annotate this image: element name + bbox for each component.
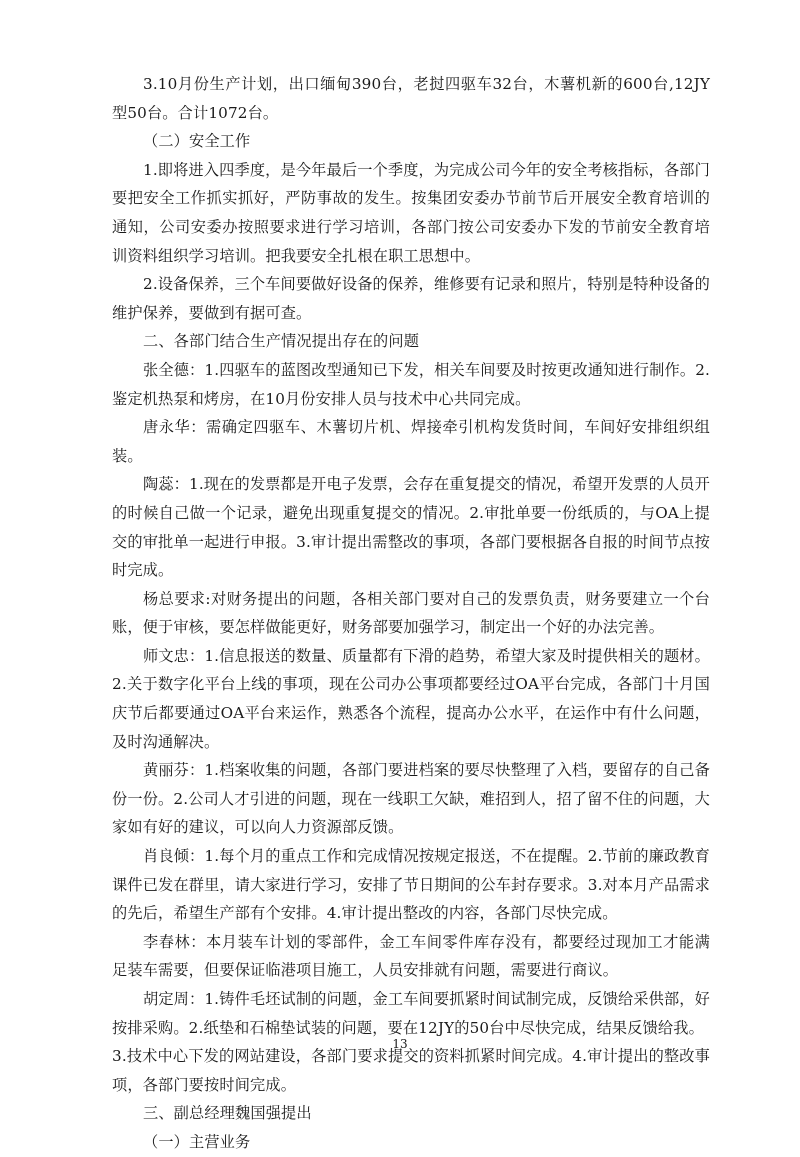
paragraph-tang-yonghua: 唐永华：需确定四驱车、木薯切片机、焊接牵引机构发货时间，车间好安排组织组装。	[112, 418, 710, 465]
document-body	[112, 70, 710, 1157]
page-number: 13	[392, 1037, 408, 1051]
paragraph-production-plan: 3.10月份生产计划，出口缅甸390台，老挝四驱车32台，木薯机新的600台,12JY型50台。合计1072台。	[112, 75, 710, 122]
paragraph-tao-rui: 陶蕊：1.现在的发票都是开电子发票，会存在重复提交的情况，希望开发票的人员开的时候自己做一个记录，避免出现重复提交的情况。2.审批单要一份纸质的，与OA上提交的审批单一起进行申报。3.审计提出需整改的事项，各部门要根据各自报的时间节点按时完成。	[112, 475, 710, 580]
paragraph-hu-dingzhou: 胡定周：1.铸件毛坯试制的问题，金工车间要抓紧时间试制完成，反馈给采供部，好按排采购。2.纸垫和石棉垫试装的问题，要在12JY的50台中尽快完成，结果反馈给我。	[112, 990, 710, 1037]
paragraph-yang-requirements: 杨总要求:对财务提出的问题，各相关部门要对自己的发票负责，财务要建立一个台账，便于审核，要怎样做能更好，财务部要加强学习，制定出一个好的办法完善。	[112, 589, 710, 637]
paragraph-li-chunlin: 李春林：本月装车计划的零部件，金工车间零件库存没有，都要经过现加工才能满足装车需要，但要保证临港项目施工，人员安排就有问题，需要进行商议。	[112, 932, 710, 980]
heading-deputy-gm: 三、副总经理魏国强提出	[143, 1104, 312, 1123]
paragraph-safety-training: 1.即将进入四季度，是今年最后一个季度，为完成公司今年的安全考核指标，各部门要把安全工作抓实抓好，严防事故的发生。按集团安委办节前节后开展安全教育培训的通知，公司安委办按照要求进行学习培训，各部门按公司安委办下发的节前安全教育培训资料组织学习培训。把我要安全扎根在职工思想中。	[112, 160, 710, 265]
heading-safety-work: （二）安全工作	[143, 132, 251, 151]
paragraph-xiao-liangqing: 肖良倾：1.每个月的重点工作和完成情况按规定报送，不在提醒。2.节前的廉政教育课件已发在群里，请大家进行学习，安排了节日期间的公车封存要求。3.对本月产品需求的先后，希望生产部有个安排。4.审计提出整改的内容，各部门尽快完成。	[112, 847, 710, 923]
paragraph-shi-wenzhong: 师文忠：1.信息报送的数量、质量都有下滑的趋势，希望大家及时提供相关的题材。2.关于数字化平台上线的事项，现在公司办公事项都要经过OA平台完成，各部门十月国庆节后都要通过OA平台来运作，熟悉各个流程，提高办公水平，在运作中有什么问题，及时沟通解决。	[112, 646, 710, 751]
paragraph-zhang-quande: 张全德：1.四驱车的蓝图改型通知已下发，相关车间要及时按更改通知进行制作。2.鉴定机热泵和烤房，在10月份安排人员与技术中心共同完成。	[112, 360, 710, 408]
paragraph-huang-lifen: 黄丽芬：1.档案收集的问题，各部门要进档案的要尽快整理了入档，要留存的自己备份一份。2.公司人才引进的问题，现在一线职工欠缺，难招到人，招了留不住的问题，大家如有好的建议，可以向人力资源部反馈。	[112, 761, 710, 837]
heading-main-business: （一）主营业务	[143, 1132, 251, 1151]
heading-department-issues: 二、各部门结合生产情况提出存在的问题	[143, 332, 420, 351]
paragraph-hu-dingzhou-continued: 3.技术中心下发的网站建设，各部门要求提交的资料抓紧时间完成。4.审计提出的整改事项，各部门要按时间完成。	[112, 1047, 710, 1094]
paragraph-equipment-maintenance: 2.设备保养，三个车间要做好设备的保养，维修要有记录和照片，特别是特种设备的维护保养，要做到有据可查。	[112, 275, 710, 322]
